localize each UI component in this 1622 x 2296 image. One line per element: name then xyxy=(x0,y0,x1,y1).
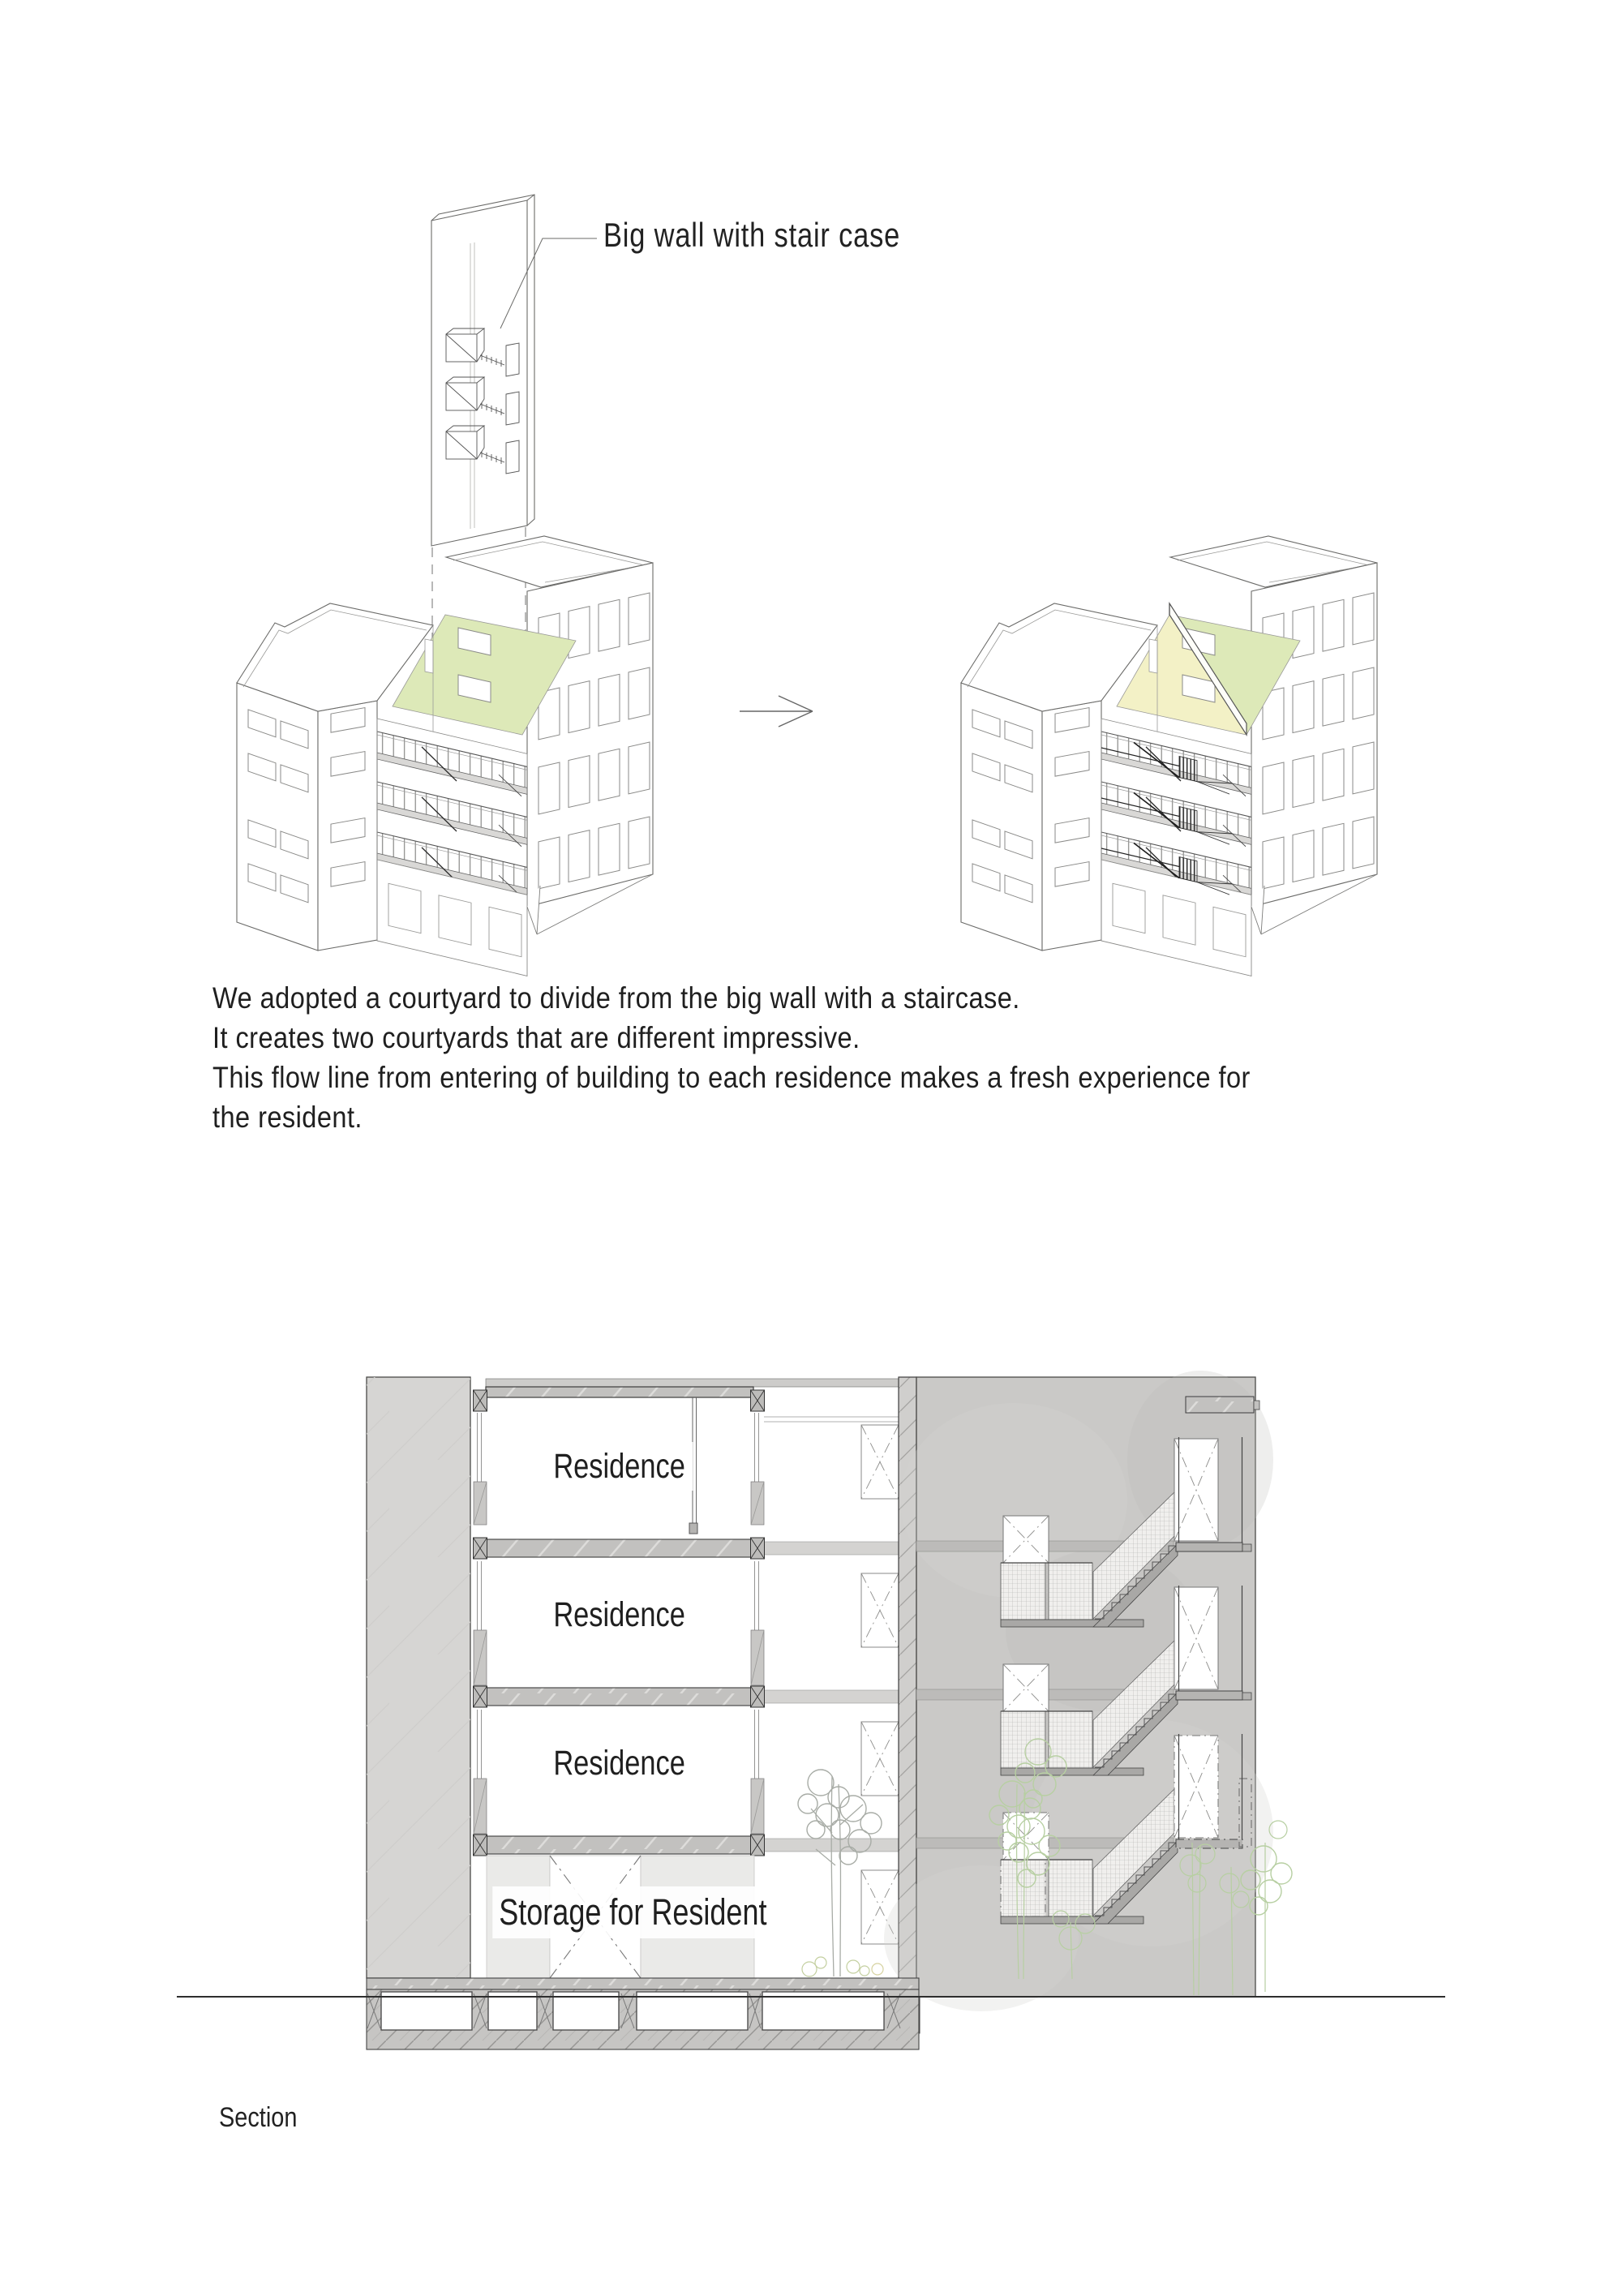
section-drawing xyxy=(177,1371,1445,2049)
residence-label-1: Residence xyxy=(478,1442,761,1491)
storage-label: Storage for Resident xyxy=(454,1886,811,1938)
axon-diagram xyxy=(237,195,1377,976)
description-line: This flow line from entering of building to each residence makes a fresh experience for xyxy=(212,1061,1251,1094)
section-caption: Section xyxy=(219,2102,298,2133)
big-wall-callout-label: Big wall with stair case xyxy=(603,216,901,254)
transform-arrow-icon xyxy=(740,696,813,727)
description-line: the resident. xyxy=(212,1101,363,1134)
description-line: We adopted a courtyard to divide from the big wall with a staircase. xyxy=(212,981,1020,1015)
axon-right xyxy=(961,536,1377,976)
description-paragraph xyxy=(212,978,1392,1137)
residence-label-3: Residence xyxy=(478,1739,761,1787)
residence-label-2: Residence xyxy=(478,1590,761,1639)
description-line: It creates two courtyards that are different impressive. xyxy=(212,1021,860,1054)
axon-left xyxy=(237,536,653,976)
big-wall-elevation xyxy=(884,1371,1273,2011)
foundation xyxy=(367,1978,919,2049)
